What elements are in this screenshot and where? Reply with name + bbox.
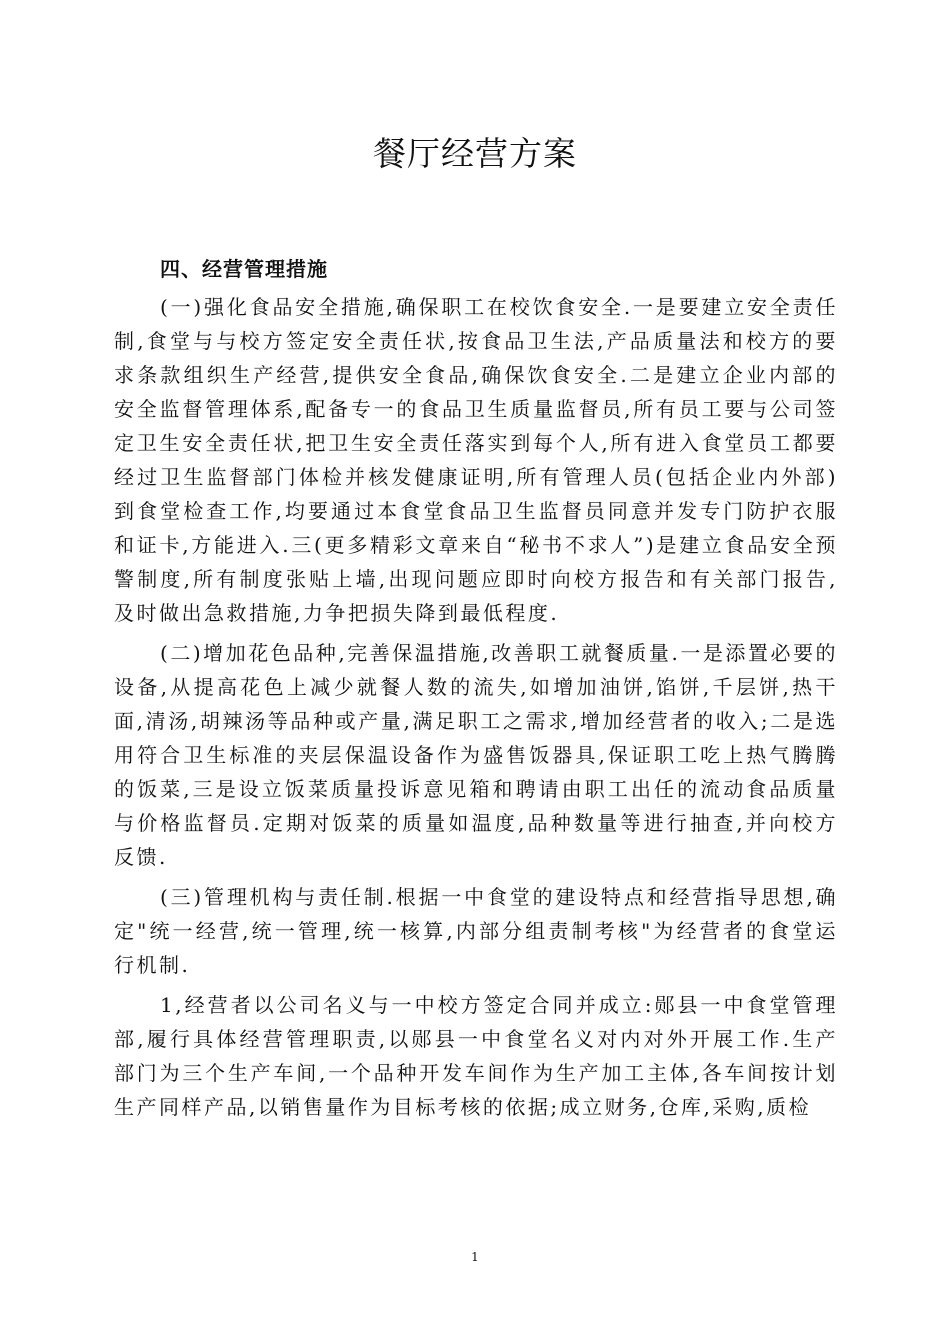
paragraph-variety-and-heating: (二)增加花色品种,完善保温措施,改善职工就餐质量.一是添置必要的设备,从提高花色上减少就餐人数的流失,如增加油饼,馅饼,千层饼,热干面,清汤,胡辣汤等品种或产量,满足职工之需求,增加经营者的收入;二是选用符合卫生标准的夹层保温设备作为盛售饭器具,保证职工吃上热气腾腾的饭菜,三是设立饭菜质量投诉意见箱和聘请由职工出任的流动食品质量与价格监督员.定期对饭菜的质量如温度,品种数量等进行抽查,并向校方反馈. [114,641,838,869]
section-heading: 四、经营管理措施 [160,257,328,281]
page-number: 1 [471,1250,479,1264]
document-body [114,252,838,1130]
paragraph-operator-organization: 1,经营者以公司名义与一中校方签定合同并成立:郧县一中食堂管理部,履行具体经营管理职责,以郧县一中食堂名义对内对外开展工作.生产部门为三个生产车间,一个品种开发车间作为生产加工主体,各车间按计划生产同样产品,以销售量作为目标考核的依据;成立财务,仓库,采购,质检 [114,993,838,1119]
paragraph-food-safety: (一)强化食品安全措施,确保职工在校饮食安全.一是要建立安全责任制,食堂与与校方签定安全责任状,按食品卫生法,产品质量法和校方的要求条款组织生产经营,提供安全食品,确保饮食安全.二是建立企业内部的安全监督管理体系,配备专一的食品卫生质量监督员,所有员工要与公司签定卫生安全责任状,把卫生安全责任落实到每个人,所有进入食堂员工都要经过卫生监督部门体检并核发健康证明,所有管理人员(包括企业内外部)到食堂检查工作,均要通过本食堂食品卫生监督员同意并发专门防护衣服和证卡,方能进入.三(更多精彩文章来自“秘书不求人”)是建立食品安全预警制度,所有制度张贴上墙,出现问题应即时向校方报告和有关部门报告,及时做出急救措施,力争把损失降到最低程度. [114,295,838,625]
paragraph-management-structure: (三)管理机构与责任制.根据一中食堂的建设特点和经营指导思想,确定"统一经营,统一管理,统一核算,内部分组责制考核"为经营者的食堂运行机制. [114,885,838,977]
document-title: 餐厅经营方案 [373,134,577,173]
